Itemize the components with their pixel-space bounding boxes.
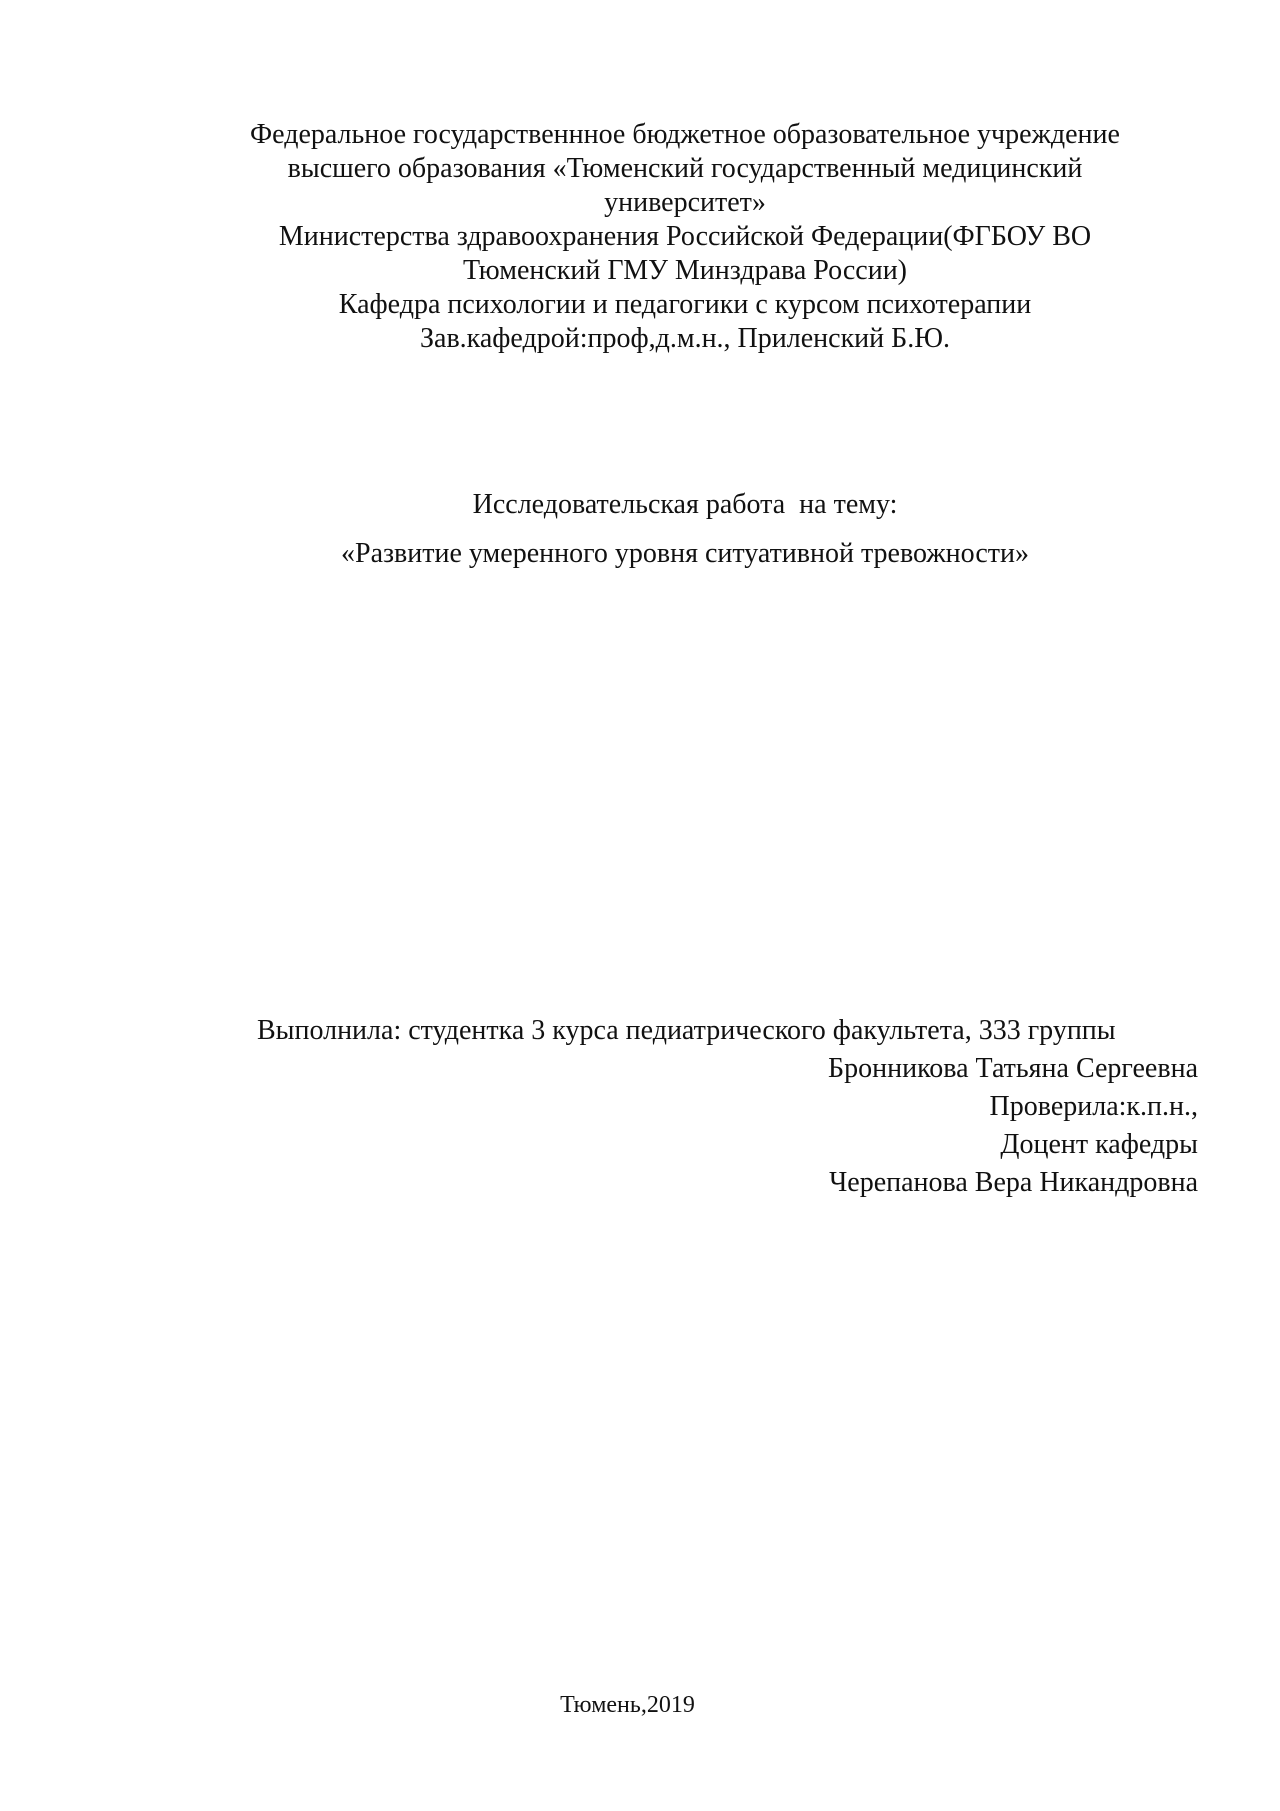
student-name: Бронникова Татьяна Сергеевна (828, 1053, 1198, 1084)
header-line-short-name: Тюменский ГМУ Минздрава России) (462, 255, 908, 286)
header-line-education-level: высшего образования «Тюменский государственный медицинский (287, 153, 1083, 184)
credits-block (200, 1012, 1198, 1202)
performed-by-line: Выполнила: студентка 3 курса педиатрического факультета, 333 группы (257, 1015, 1116, 1046)
header-line-university: университет» (604, 187, 766, 218)
supervisor-position: Доцент кафедры (1000, 1129, 1198, 1160)
checked-by-line: Проверила:к.п.н., (989, 1091, 1198, 1122)
work-type-label: Исследовательская работа на тему: (472, 489, 898, 520)
city-year: Тюмень,2019 (560, 1692, 695, 1718)
header-line-ministry: Министерства здравоохранения Российской Федерации(ФГБОУ ВО (278, 221, 1092, 252)
header-line-department: Кафедра психологии и педагогики с курсом психотерапии (338, 289, 1032, 320)
work-title: «Развитие умеренного уровня ситуативной тревожности» (341, 538, 1029, 569)
supervisor-name: Черепанова Вера Никандровна (829, 1167, 1198, 1198)
institution-header (200, 118, 1170, 356)
header-line-institution: Федеральное государственнное бюджетное образовательное учреждение (250, 119, 1120, 150)
header-line-department-head: Зав.кафедрой:проф,д.м.н., Приленский Б.Ю. (419, 323, 951, 354)
